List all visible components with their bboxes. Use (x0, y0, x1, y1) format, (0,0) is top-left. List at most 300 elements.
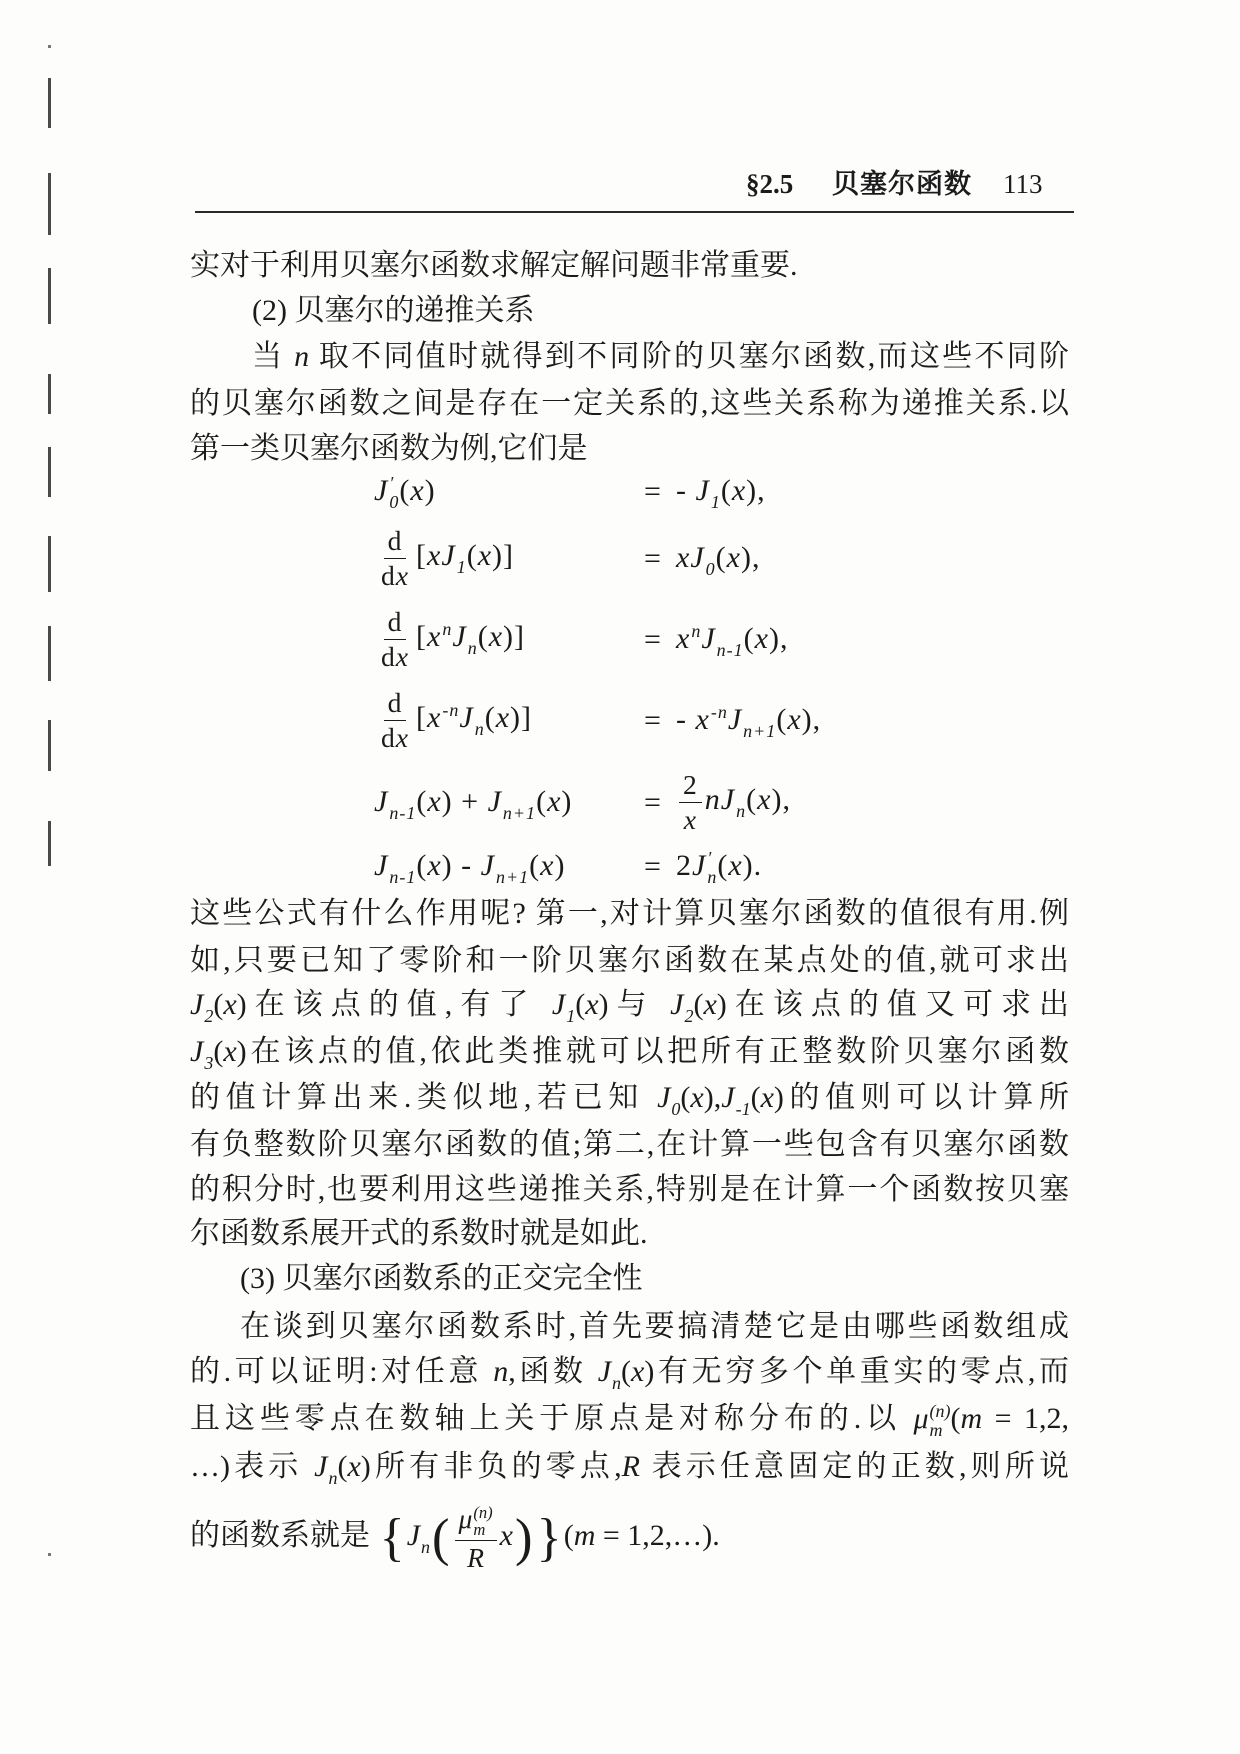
text-run: 如,只要已知了零阶和一阶贝塞尔函数在某点处的值,就可求出 (190, 944, 1069, 977)
text-run: 2 (676, 848, 692, 882)
math-symbol: J (690, 540, 705, 574)
scan-margin-mark (48, 374, 51, 414)
fraction (377, 687, 413, 753)
fraction (377, 525, 413, 591)
math-subscript: 2 (204, 1006, 214, 1027)
math-subscript: -1 (735, 1099, 751, 1120)
math-variable (676, 541, 690, 574)
text-run: 的贝塞尔函数之间是存在一定关系的,这些关系称为递推关系.以 (190, 387, 1069, 420)
equation-row (374, 684, 821, 756)
math-subscript: m (473, 1520, 486, 1540)
math-variable (314, 1450, 338, 1489)
math-variable (961, 1402, 983, 1435)
math-script-spacer (736, 1081, 751, 1100)
math-symbol: μ (458, 1502, 473, 1534)
equation-rhs (676, 471, 766, 512)
math-variable (459, 700, 485, 739)
math-subscript: n+1 (502, 802, 537, 823)
fraction-numerator (384, 606, 407, 640)
body-text-line (190, 244, 1069, 288)
text-run: ), (703, 1081, 722, 1114)
math-superscript: -n (710, 701, 728, 722)
body-text-line (190, 939, 1069, 983)
math-variable (427, 701, 459, 734)
math-symbol: m (573, 1519, 596, 1552)
fraction-numerator (384, 525, 407, 559)
math-script-stack (389, 849, 416, 887)
math-superscript: -n (442, 700, 460, 721)
text-run: )所有非负的零点, (360, 1450, 622, 1483)
math-script-spacer (389, 849, 416, 868)
math-symbol: J (190, 1035, 204, 1068)
equation-row (374, 603, 788, 675)
close-delimiter: ) (515, 1508, 533, 1567)
math-variable (727, 702, 777, 741)
subsection-heading (252, 289, 1069, 333)
scan-margin-mark (48, 268, 51, 324)
math-symbol: x (395, 721, 410, 753)
text-run: 当 (252, 340, 295, 373)
math-symbol: J (701, 621, 716, 655)
body-text-line (190, 1350, 1069, 1394)
text-run: 尔函数系展开式的系数时就是如此. (190, 1217, 648, 1250)
equation-lhs (374, 782, 638, 823)
text-run: ( (213, 1035, 224, 1068)
math-variable (374, 848, 417, 887)
math-script-spacer (457, 539, 467, 558)
fraction-denominator (377, 640, 413, 673)
fraction-numerator (455, 1503, 497, 1541)
math-symbol: x (488, 619, 504, 653)
math-symbol: x (695, 702, 710, 736)
fraction-denominator (377, 721, 413, 754)
text-run: 这些公式有什么作用呢? 第一,对计算贝塞尔函数的值很有用.例 (190, 897, 1069, 930)
math-variable (574, 1519, 596, 1552)
math-subscript: n-1 (389, 866, 417, 887)
math-symbol: x (427, 619, 442, 653)
math-symbol: x (760, 1081, 774, 1114)
equation-row (374, 766, 791, 838)
math-symbol: J (721, 1081, 735, 1114)
math-variable (223, 988, 236, 1021)
text-run: 取不同值时就得到不同阶的贝塞尔函数,而这些不同阶 (309, 340, 1070, 373)
fraction (679, 769, 702, 835)
math-superscript: ′ (389, 472, 395, 493)
math-symbol: J (727, 702, 743, 736)
math-variable (540, 849, 554, 882)
math-symbol: x (585, 988, 599, 1021)
math-variable (374, 472, 400, 512)
math-symbol: x (728, 848, 743, 882)
math-script-stack (468, 620, 478, 658)
math-variable (396, 722, 409, 753)
math-variable (406, 1519, 431, 1558)
math-symbol: J (459, 700, 474, 734)
math-symbol: J (452, 619, 467, 653)
text-run: ( (950, 1402, 961, 1435)
math-variable (427, 849, 441, 882)
fraction (377, 606, 413, 672)
math-script-stack (691, 622, 701, 660)
body-text-line (190, 1076, 1069, 1120)
body-text-line (252, 335, 1069, 379)
math-variable (703, 988, 716, 1021)
text-run: )在该点的值,有了 (236, 988, 552, 1021)
math-variable (496, 701, 510, 734)
equation-rhs (676, 769, 791, 835)
body-text-line (190, 1445, 1069, 1489)
text-run: ( (337, 1450, 348, 1483)
text-run: ( (621, 1355, 632, 1388)
math-variable (551, 988, 576, 1027)
equation-relation: = (644, 703, 662, 737)
text-run: 的.可以证明:对任意 (190, 1355, 494, 1388)
equation-relation: = (644, 849, 662, 883)
scan-margin-mark (48, 720, 51, 771)
text-run: ( (680, 1081, 691, 1114)
math-script-spacer (496, 849, 529, 868)
math-variable (676, 622, 701, 655)
text-run: 表示任意固定的正数,则所说 (639, 1450, 1069, 1483)
text-run: ), (740, 540, 761, 574)
text-run: [ (416, 700, 428, 734)
math-symbol: J (670, 988, 684, 1021)
equation-row (374, 455, 766, 527)
text-run: )的值则可以计算所 (773, 1081, 1070, 1114)
text-run: )] (492, 538, 515, 572)
scan-margin-mark (48, 78, 51, 128)
text-run: [ (416, 538, 428, 572)
math-script-stack (711, 703, 728, 741)
scan-margin-mark (48, 173, 51, 235)
close-delimiter: } (536, 1508, 562, 1567)
scan-margin-mark (48, 626, 51, 681)
math-variable (657, 1081, 681, 1120)
text-run: 的函数系就是 (190, 1519, 378, 1552)
math-script-stack (736, 1081, 751, 1119)
body-text-line (190, 382, 1069, 426)
math-variable (690, 540, 716, 579)
math-script-spacer (442, 639, 452, 658)
equation-relation: = (644, 541, 662, 575)
math-subscript: n+1 (495, 866, 530, 887)
math-variable (396, 560, 409, 591)
math-symbol: x (703, 988, 717, 1021)
math-symbol: x (395, 559, 410, 591)
math-symbol: x (683, 803, 698, 835)
text-run: ,函数 (508, 1355, 598, 1388)
fraction-denominator (463, 1541, 488, 1574)
equation-rhs (676, 619, 788, 660)
math-variable (500, 1519, 513, 1552)
math-script-stack (566, 988, 575, 1026)
math-symbol: x (427, 700, 442, 734)
text-run: 2 (683, 768, 698, 800)
math-variable (489, 620, 503, 653)
equation-lhs (374, 687, 638, 753)
math-symbol: J (190, 988, 204, 1021)
math-symbol: J (692, 848, 707, 882)
math-symbol: n (493, 1355, 509, 1388)
math-variable (410, 474, 424, 507)
math-variable (705, 783, 721, 816)
math-script-spacer (204, 988, 213, 1007)
math-variable (427, 785, 441, 818)
text-run: )有无穷多个单重实的零点,而 (644, 1355, 1069, 1388)
body-text-line-with-formula (190, 1488, 1069, 1584)
text-run: ) (554, 848, 566, 882)
scan-margin-mark (48, 447, 51, 497)
math-script-stack (442, 701, 459, 739)
text-run: )] (510, 700, 533, 734)
math-symbol: x (499, 1519, 513, 1552)
math-variable (480, 848, 530, 887)
math-symbol: J (487, 784, 502, 818)
math-variable (347, 1450, 360, 1483)
math-superscript: n (442, 619, 453, 640)
math-variable (761, 1081, 774, 1114)
math-subscript: 3 (204, 1053, 214, 1074)
text-run: d (381, 640, 396, 672)
text-run: [ (416, 619, 428, 653)
math-symbol: R (467, 1541, 485, 1573)
math-symbol: J (406, 1519, 421, 1552)
math-symbol: x (631, 1355, 645, 1388)
math-variable (190, 988, 214, 1027)
body-text-line (190, 983, 1069, 1027)
math-script-spacer (736, 783, 746, 802)
text-run: ) + (441, 784, 488, 818)
math-subscript: n (328, 1468, 338, 1489)
math-variable (721, 1081, 751, 1120)
equation-lhs (374, 471, 638, 512)
math-script-spacer (706, 541, 716, 560)
text-run: ( (416, 784, 428, 818)
fraction-denominator (377, 559, 413, 592)
text-run: ( (693, 988, 704, 1021)
math-symbol: x (427, 538, 442, 572)
math-script-spacer (566, 988, 575, 1007)
equation-rhs (676, 700, 821, 741)
text-run: ( (743, 621, 755, 655)
math-script-spacer (711, 722, 728, 741)
text-run: ), (768, 621, 789, 655)
math-subscript: 0 (705, 558, 716, 579)
math-symbol: m (960, 1402, 983, 1435)
math-symbol: x (410, 473, 425, 507)
math-variable (631, 1355, 644, 1388)
math-variable (622, 1450, 640, 1483)
body-text-line (190, 1212, 1069, 1256)
text-run: ( (746, 782, 758, 816)
text-run: ( (399, 473, 411, 507)
fraction-numerator (384, 687, 407, 721)
math-variable (696, 703, 728, 736)
text-run: - (676, 473, 696, 507)
math-symbol: x (757, 782, 772, 816)
math-script-spacer (468, 620, 478, 639)
equation-lhs (374, 846, 638, 887)
math-subscript: 1 (710, 491, 721, 512)
math-variable (787, 703, 801, 736)
math-subscript: 0 (389, 491, 400, 512)
math-symbol: x (726, 540, 741, 574)
math-symbol: x (223, 1035, 237, 1068)
math-script-stack (736, 783, 746, 821)
math-variable (190, 1035, 214, 1074)
math-script-stack (442, 620, 452, 658)
equation-relation: = (644, 622, 662, 656)
math-variable (913, 1401, 951, 1441)
math-script-stack (496, 849, 529, 887)
text-run: 且这些零点在数轴上关于原点是对称分布的.以 (190, 1402, 914, 1435)
math-variable (396, 641, 409, 672)
text-run: ( (717, 848, 729, 882)
math-subscript: n (421, 1537, 431, 1558)
text-run: d (387, 524, 403, 556)
math-subscript: n-1 (389, 802, 417, 823)
text-run: …)表示 (190, 1450, 315, 1483)
text-run: ( (529, 848, 541, 882)
text-run: )在该点的值又可求出 (716, 988, 1069, 1021)
body-text-line (190, 1397, 1069, 1441)
math-script-stack (612, 1355, 621, 1393)
math-variable (720, 782, 747, 821)
math-variable (690, 1081, 703, 1114)
math-script-spacer (612, 1355, 621, 1374)
math-variable (597, 1355, 622, 1394)
math-variable (427, 539, 441, 572)
math-script-stack (204, 988, 213, 1026)
scan-margin-mark (48, 536, 51, 592)
math-symbol: J (657, 1081, 671, 1114)
text-run: - (676, 702, 696, 736)
text-run: )] (503, 619, 526, 653)
math-symbol: x (676, 621, 691, 655)
math-script-stack (743, 703, 776, 741)
math-script-spacer (204, 1035, 213, 1054)
math-script-stack (457, 539, 467, 577)
math-symbol: x (495, 700, 511, 734)
text-run: ), (746, 473, 766, 507)
math-superscript: (n) (473, 1503, 493, 1522)
math-script-spacer (503, 785, 536, 804)
math-symbol: J (374, 473, 389, 507)
math-variable (695, 473, 721, 512)
text-run: )在该点的值,依此类推就可以把所有正整数阶贝塞尔函数 (236, 1035, 1069, 1068)
page-number: 113 (1003, 169, 1043, 199)
text-run: ( (484, 700, 496, 734)
text-run: ( (213, 988, 224, 1021)
text-run: ) (561, 784, 573, 818)
text-run: ( (466, 538, 478, 572)
math-symbol: x (690, 1081, 704, 1114)
text-run: ( (416, 848, 428, 882)
math-symbol: x (676, 540, 691, 574)
math-superscript: (n) (929, 1401, 951, 1422)
math-script-stack (503, 785, 536, 823)
math-variable (467, 1542, 484, 1573)
text-run: 实对于利用贝塞尔函数求解定解问题非常重要. (190, 249, 798, 282)
math-variable (223, 1035, 236, 1068)
text-run: d (387, 605, 403, 637)
math-script-spacer (743, 703, 776, 722)
math-variable (427, 620, 452, 653)
fraction-numerator (679, 769, 702, 803)
body-text-line (190, 1030, 1069, 1074)
text-run: = 1,2, (982, 1402, 1069, 1435)
math-variable (458, 1502, 493, 1540)
math-symbol: R (621, 1450, 640, 1483)
math-symbol: x (347, 1450, 361, 1483)
text-run: ( (536, 784, 548, 818)
math-variable (732, 474, 746, 507)
math-variable (670, 988, 694, 1027)
math-symbol: J (374, 848, 389, 882)
text-run: (3) 贝塞尔函数系的正交完全性 (240, 1262, 643, 1295)
math-script-stack (389, 785, 416, 823)
math-symbol: x (754, 621, 769, 655)
math-script-spacer (389, 785, 416, 804)
math-script-stack (706, 541, 716, 579)
math-variable (487, 784, 537, 823)
math-variable (452, 619, 478, 658)
math-symbol: J (695, 473, 710, 507)
equation-relation: = (644, 474, 662, 508)
math-script-stack (717, 622, 744, 660)
math-script-stack (421, 1519, 430, 1557)
open-delimiter: ( (432, 1508, 450, 1567)
math-symbol: J (597, 1355, 612, 1388)
text-run: ) (424, 473, 436, 507)
math-script-spacer (442, 720, 459, 739)
section-number: §2.5 (746, 169, 794, 199)
math-subscript: 1 (566, 1006, 576, 1027)
subsection-heading (240, 1257, 1069, 1301)
text-run: d (387, 686, 403, 718)
open-delimiter: { (379, 1508, 405, 1567)
math-variable (374, 784, 417, 823)
equation-relation: = (644, 785, 662, 819)
math-subscript: n (707, 866, 718, 887)
fraction (455, 1503, 497, 1574)
text-run: ). (742, 848, 763, 882)
math-script-stack (204, 1035, 213, 1073)
equation-row (374, 522, 760, 594)
body-text-line (190, 1123, 1069, 1167)
text-run: (2) 贝塞尔的递推关系 (252, 294, 535, 327)
math-script-spacer (711, 474, 721, 493)
text-run: )与 (598, 988, 671, 1021)
math-symbol: J (314, 1450, 328, 1483)
math-variable (692, 847, 718, 887)
math-variable (294, 340, 309, 373)
equation-lhs (374, 525, 638, 591)
text-run: 的值计算出来.类似地,若已知 (190, 1081, 658, 1114)
math-variable (478, 539, 492, 572)
body-text-line (190, 1168, 1069, 1212)
math-script-spacer (691, 641, 701, 660)
text-run: d (381, 721, 396, 753)
math-symbol: x (427, 848, 442, 882)
scan-margin-dot (48, 1553, 51, 1556)
math-symbol: J (720, 782, 736, 816)
math-variable (755, 622, 769, 655)
math-symbol: J (441, 538, 456, 572)
math-variable (493, 1355, 508, 1388)
text-run: ), (801, 702, 822, 736)
scan-margin-mark (48, 821, 51, 866)
